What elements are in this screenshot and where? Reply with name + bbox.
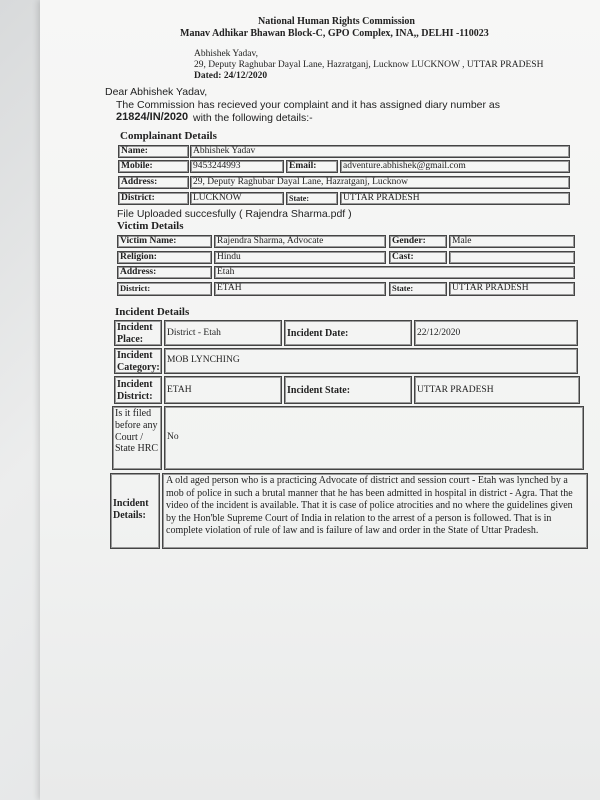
- recipient-name: Abhishek Yadav,: [194, 49, 259, 59]
- file-uploaded-notice: File Uploaded succesfully ( Rajendra Sharma.pdf ): [117, 208, 352, 220]
- victim-heading: Victim Details: [117, 220, 184, 232]
- complainant-state: UTTAR PRADESH: [340, 192, 570, 205]
- letter-body: The Commission has recieved your complaint and it has assigned diary number as: [116, 99, 501, 111]
- victim-gender: Male: [449, 235, 575, 248]
- complainant-district-label: District:: [118, 192, 189, 205]
- org-address: Manav Adhikar Bhawan Block-C, GPO Complex, INA,, DELHI -110023: [180, 28, 489, 39]
- victim-cast: [449, 251, 575, 264]
- complainant-name: Abhishek Yadav: [190, 145, 570, 158]
- incident-details: A old aged person who is a practicing Advocate of district and session court - Etah was lynched by a mob of police in such a brutal manner that he has been admitted in hospital in district - Agra. That the video of the incident is available. That it is case of police atrocities and no where the guidelines given by the Hon'ble Supreme Court of India in relation to the arrest of a person is followed. That is in complete violation of rule of law and is failure of law and order in the State of Uttar Pradesh.: [162, 473, 588, 549]
- incident-date-label: Incident Date:: [284, 320, 412, 346]
- complainant-address-label: Address:: [118, 176, 189, 189]
- victim-name-label: Victim Name:: [117, 235, 212, 248]
- complainant-mobile: 9453244993: [190, 160, 284, 173]
- complainant-email-label: Email:: [286, 160, 338, 173]
- diary-number: 21824/IN/2020: [116, 111, 189, 123]
- incident-district-label: Incident District:: [114, 376, 162, 404]
- incident-category: MOB LYNCHING: [164, 348, 578, 374]
- victim-state: UTTAR PRADESH: [449, 282, 575, 296]
- complainant-name-label: Name:: [118, 145, 189, 158]
- complainant-heading: Complainant Details: [120, 130, 217, 142]
- incident-district: ETAH: [164, 376, 282, 404]
- victim-address-label: Address:: [117, 266, 212, 279]
- incident-filed-label: Is it filed before any Court / State HRC: [112, 406, 162, 470]
- victim-gender-label: Gender:: [389, 235, 447, 248]
- complainant-email: adventure.abhishek@gmail.com: [340, 160, 570, 173]
- victim-cast-label: Cast:: [389, 251, 447, 264]
- victim-address: Etah: [214, 266, 575, 279]
- victim-state-label: State:: [389, 282, 447, 296]
- with-following: with the following details:-: [193, 112, 313, 124]
- incident-place-label: Incident Place:: [114, 320, 162, 346]
- complainant-state-label: State:: [286, 192, 338, 205]
- victim-religion: Hindu: [214, 251, 386, 264]
- incident-heading: Incident Details: [115, 306, 190, 318]
- complainant-mobile-label: Mobile:: [118, 160, 189, 173]
- org-name: National Human Rights Commission: [258, 16, 415, 27]
- victim-name: Rajendra Sharma, Advocate: [214, 235, 386, 248]
- incident-place: District - Etah: [164, 320, 282, 346]
- complainant-address: 29, Deputy Raghubar Dayal Lane, Hazratganj, Lucknow: [190, 176, 570, 189]
- victim-religion-label: Religion:: [117, 251, 212, 264]
- recipient-date: Dated: 24/12/2020: [194, 71, 268, 81]
- victim-district-label: District:: [117, 282, 212, 296]
- incident-date: 22/12/2020: [414, 320, 578, 346]
- incident-filed: No: [164, 406, 584, 470]
- incident-state: UTTAR PRADESH: [414, 376, 580, 404]
- complainant-district: LUCKNOW: [190, 192, 284, 205]
- incident-details-label: Incident Details:: [110, 473, 160, 549]
- incident-state-label: Incident State:: [284, 376, 412, 404]
- incident-category-label: Incident Category:: [114, 348, 162, 374]
- salutation: Dear Abhishek Yadav,: [105, 86, 208, 98]
- recipient-address: 29, Deputy Raghubar Dayal Lane, Hazratganj, Lucknow LUCKNOW , UTTAR PRADESH: [194, 60, 544, 70]
- victim-district: ETAH: [214, 282, 386, 296]
